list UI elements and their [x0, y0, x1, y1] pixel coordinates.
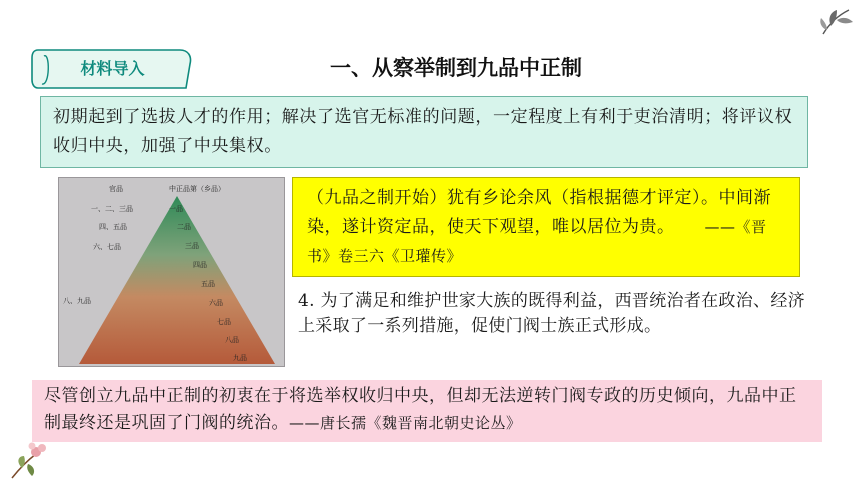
pyramid-right-label: 五品 — [201, 280, 215, 288]
pyramid-col-right: 中正品第（乡品） — [169, 185, 225, 193]
conclusion-source: ——唐长孺《魏晋南北朝史论丛》 — [289, 414, 522, 432]
flower-deco-icon — [6, 438, 52, 480]
pyramid-col-left: 官品 — [109, 185, 123, 193]
point-4: 4. 为了满足和维护世家大族的既得利益，西晋统治者在政治、经济上采取了一系列措施，促使门阀士族正式形成。 — [298, 291, 805, 336]
page-title: 一、从察举制到九品中正制 — [330, 56, 582, 80]
pyramid-right-label: 三品 — [185, 242, 199, 250]
quote-source: ——《晋书》卷三六《卫瓘传》 — [307, 218, 767, 265]
pyramid-left-label: 一、二、三品 — [91, 205, 133, 213]
summary-box — [40, 96, 808, 168]
pyramid-right-label: 六品 — [209, 299, 223, 307]
tag-label: 材料导入 — [80, 59, 145, 78]
pyramid-right-label: 八品 — [225, 336, 239, 344]
pyramid-right-label: 四品 — [193, 261, 207, 269]
quote-text: （九品之制开始）犹有乡论余风（指根据德才评定）。中间渐染，遂计资定品，使天下观望，唯以居位为贵。 — [307, 188, 771, 237]
pyramid-right-label: 九品 — [233, 354, 247, 362]
conclusion-box — [32, 380, 822, 442]
leaf-deco-icon — [815, 6, 855, 38]
summary-text: 初期起到了选拔人才的作用；解决了选官无标准的问题，一定程度上有利于吏治清明；将评议权收归中央，加强了中央集权。 — [53, 107, 793, 156]
pyramid-right-label: 七品 — [217, 318, 231, 326]
conclusion-text: 尽管创立九品中正制的初衷在于将选举权收归中央，但却无法逆转门阀专政的历史倾向，九品中正制最终还是巩固了门阀的统治。 — [44, 386, 797, 433]
pyramid-right-label: 二品 — [177, 223, 191, 231]
pyramid-left-label: 四、五品 — [99, 223, 127, 231]
pyramid-right-label: 一品 — [169, 205, 183, 213]
quote-box — [292, 177, 800, 277]
pyramid-figure — [58, 177, 285, 367]
pyramid-left-label: 六、七品 — [93, 243, 121, 251]
pyramid-left-label: 八、九品 — [63, 297, 91, 305]
